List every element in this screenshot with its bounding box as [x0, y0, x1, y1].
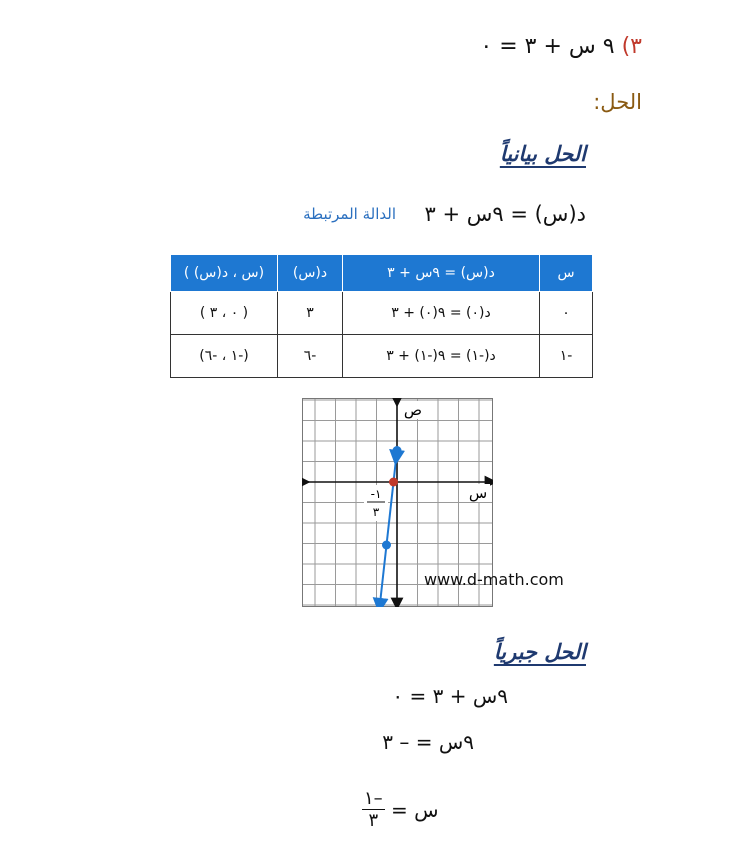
algebra-step-3 — [362, 788, 439, 831]
table-header: د(س) — [278, 255, 343, 292]
related-function: د(س) = ٩س + ٣ — [424, 202, 586, 226]
root-label-denominator: ٣ — [372, 505, 380, 519]
table-cell: (-١ ، -٦) — [171, 335, 278, 378]
table-cell: د(٠) = ٩(٠) + ٣ — [343, 292, 540, 335]
table-cell: د(-١) = ٩(-١) + ٣ — [343, 335, 540, 378]
table-cell: -٦ — [278, 335, 343, 378]
table-cell: ٣ — [278, 292, 343, 335]
table-header: س — [540, 255, 593, 292]
root-label-numerator: -١ — [370, 487, 382, 501]
algebra-step-1: ٩س + ٣ = ٠ — [392, 684, 508, 708]
fraction-denominator: ٣ — [368, 810, 379, 831]
fraction-numerator: ١– — [364, 788, 383, 809]
table-row — [171, 335, 593, 378]
algebraic-solution-heading: الحل جبرياً — [493, 640, 586, 664]
watermark: www.d-math.com — [424, 570, 564, 589]
related-function-label: الدالة المرتبطة — [303, 205, 396, 223]
table-cell: ( ٠ ، ٣ ) — [171, 292, 278, 335]
table-cell: ٠ — [540, 292, 593, 335]
table-header-row — [171, 255, 593, 292]
data-point — [382, 541, 391, 550]
table-row — [171, 292, 593, 335]
problem-number: ٣) — [621, 34, 642, 59]
y-axis-label: ص — [403, 401, 423, 419]
step-3-lhs: س = — [391, 797, 439, 822]
problem-equation: ٩ س + ٣ = ٠ — [480, 34, 615, 59]
x-axis-label: س — [468, 484, 488, 502]
table-cell: -١ — [540, 335, 593, 378]
solution-label: الحل: — [593, 90, 642, 114]
table-header: د(س) = ٩س + ٣ — [343, 255, 540, 292]
fraction — [362, 788, 385, 831]
root-point — [389, 478, 398, 487]
problem-statement — [480, 34, 642, 59]
data-point — [393, 446, 402, 455]
values-table — [170, 254, 593, 378]
graphical-solution-heading: الحل بيانياً — [499, 142, 586, 166]
algebra-step-2: ٩س = – ٣ — [382, 730, 474, 754]
table-header: (س ، د(س) ) — [171, 255, 278, 292]
